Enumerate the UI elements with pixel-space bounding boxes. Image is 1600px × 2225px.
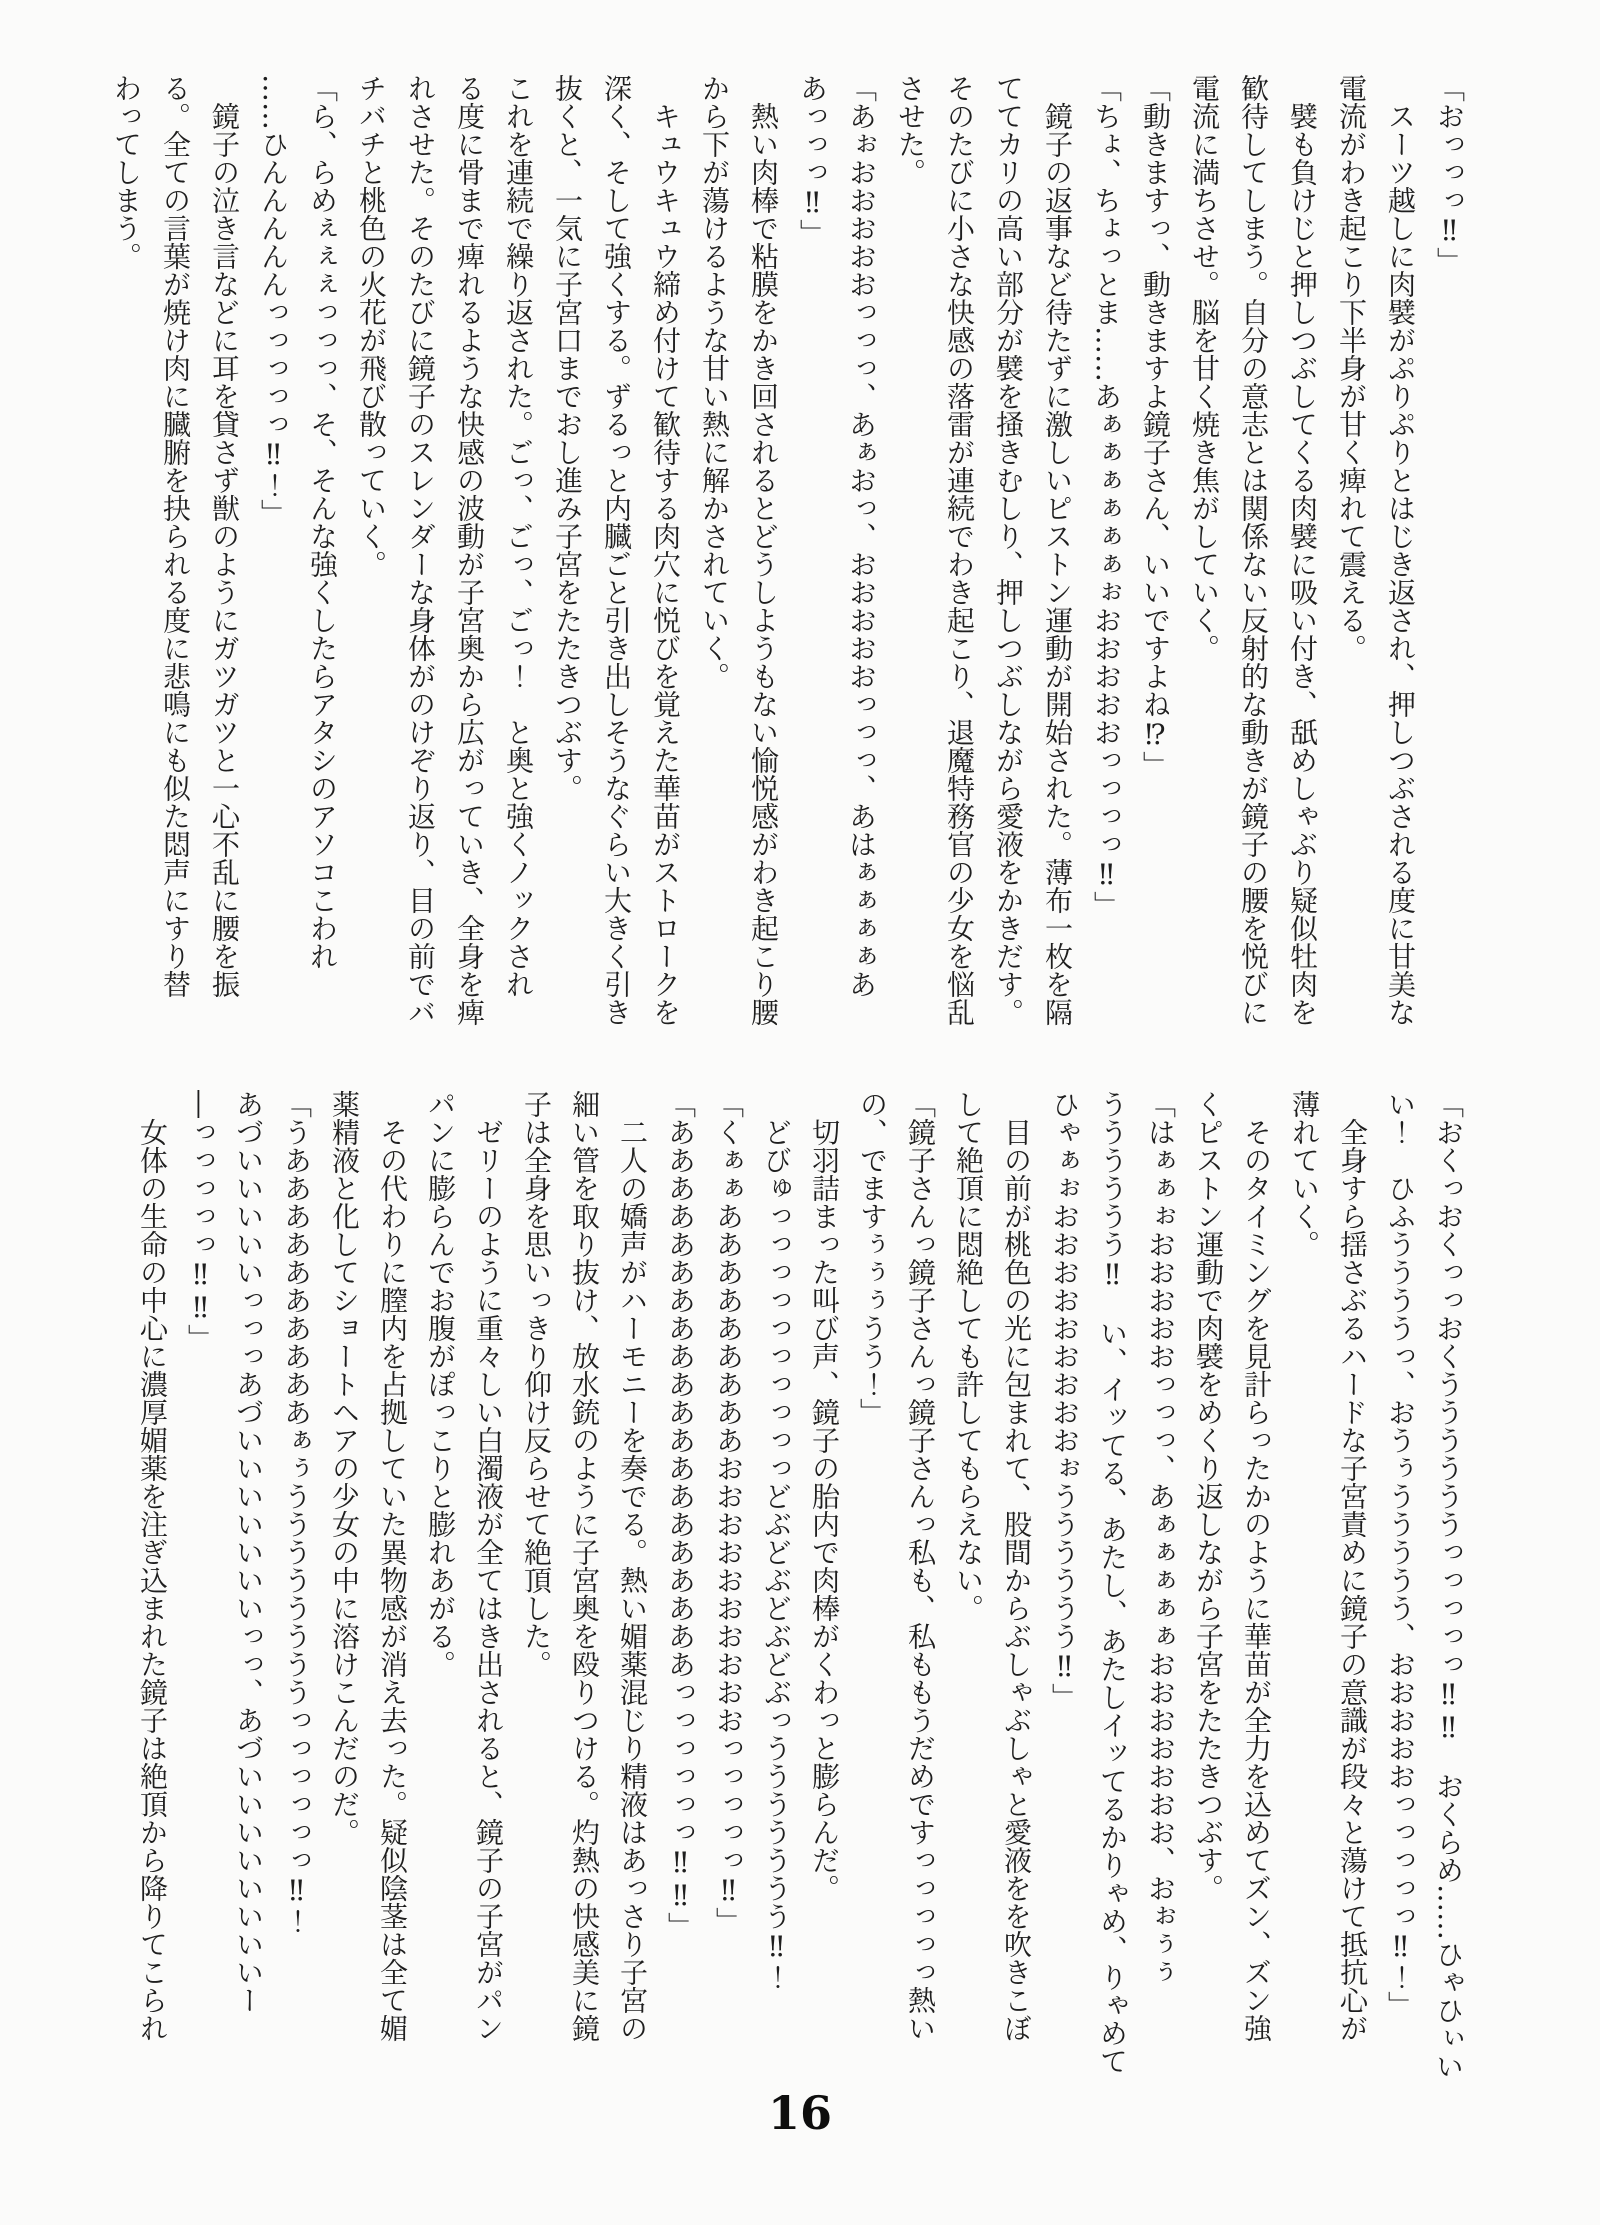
text-line: ゼリーのように重々しい白濁液が全てはき出されると、鏡子の子宮がパン — [472, 1090, 505, 2042]
text-line: 二人の嬌声がハーモニーを奏でる。熱い媚薬混じり精液はあっさり子宮の — [616, 1090, 649, 2042]
text-line: 歓待してしまう。自分の意志とは関係ない反射的な動きが鏡子の腰を悦びに — [1237, 74, 1270, 1026]
text-line: から下が蕩けるような甘い熱に解かされていく。 — [698, 74, 731, 690]
text-line: い！ ひふううううっ、おうぅううううう、おおおおおっっっっっ‼！」 — [1384, 1090, 1417, 2019]
text-block-bottom — [128, 1090, 1472, 2080]
text-line: 切羽詰まった叫び声、鏡子の胎内で肉棒がくわっと膨らんだ。 — [808, 1090, 841, 1902]
text-line: 「動きますっ、動きますよ鏡子さん、いいですよね⁉」 — [1139, 74, 1172, 779]
text-line: 熱い肉棒で粘膜をかき回されるとどうしようもない愉悦感がわき起こり腰 — [747, 74, 780, 1026]
text-line: わってしまう。 — [110, 74, 143, 270]
text-line: そのタイミングを見計らったかのように華苗が全力を込めてズン、ズン強 — [1240, 1090, 1273, 2042]
text-line: 「ああああああああああああああああああああっっっっっっ‼‼」 — [664, 1090, 697, 1940]
text-line: 抜くと、一気に子宮口までおし進み子宮をたたきつぶす。 — [551, 74, 584, 802]
text-line: 電流に満ちさせ。脳を甘く焼き焦がしていく。 — [1188, 74, 1221, 662]
text-line: る。全ての言葉が焼け肉に臓腑を抉られる度に悲鳴にも似た悶声にすり替 — [159, 74, 192, 998]
text-line: 「ら、らめぇぇぇっっっ、そ、そんな強くしたらアタシのアソコこわれ — [306, 74, 339, 970]
text-line: これを連続で繰り返された。ごっ、ごっ、ごっ！ と奥と強くノックされ — [502, 74, 535, 998]
text-line: 電流がわき起こり下半身が甘く痺れて震える。 — [1335, 74, 1368, 662]
text-line: あっっっ‼」 — [796, 74, 829, 247]
text-line: キュウキュウ締め付けて歓待する肉穴に悦びを覚えた華苗がストロークを — [649, 74, 682, 1026]
text-line: 薬精液と化してショートヘアの少女の中に溶けこんだのだ。 — [328, 1090, 361, 1846]
text-line: チバチと桃色の火花が飛び散っていく。 — [355, 74, 388, 578]
text-line: させた。 — [894, 74, 927, 186]
text-line: の、でますぅぅぅうう！」 — [856, 1090, 889, 1426]
text-line: あづいいいいいっっっあづいいいいいいいっっ、あづいいいいいいいいー — [232, 1090, 265, 2014]
text-line: その代わりに膣内を占拠していた異物感が消え去った。疑似陰茎は全て媚 — [376, 1090, 409, 2042]
text-line: 女体の生命の中心に濃厚媚薬を注ぎ込まれた鏡子は絶頂から降りてこられ — [136, 1090, 169, 2042]
text-line: そのたびに小さな快感の落雷が連続でわき起こり、退魔特務官の少女を悩乱 — [943, 74, 976, 1026]
page-number: 16 — [767, 2086, 832, 2140]
text-line: 深く、そして強くする。ずるっと内臓ごと引き出しそうなぐらい大きく引き — [600, 74, 633, 1026]
text-line: 「くぁぁあああああああああおおおおおおおおおおっっっっっ‼」 — [712, 1090, 745, 1935]
text-line: して絶頂に悶絶しても許してもらえない。 — [952, 1090, 985, 1622]
text-line: 「おっっっ‼」 — [1433, 74, 1466, 275]
text-line: 襞も負けじと押しつぶしてくる肉襞に吸い付き、舐めしゃぶり疑似牡肉を — [1286, 74, 1319, 1026]
text-line: 目の前が桃色の光に包まれて、股間からぶしゃぶしゃと愛液をを吹きこぼ — [1000, 1090, 1033, 2042]
text-line: 「あぉおおおおおっっっ、あぁおっ、おおおおおっっっ、あはぁぁぁぁあ — [845, 74, 878, 998]
text-line: る度に骨まで痺れるような快感の波動が子宮奥から広がっていき、全身を痺 — [453, 74, 486, 1026]
text-block-top — [102, 74, 1474, 1086]
text-line: れさせた。そのたびに鏡子のスレンダーな身体がのけぞり返り、目の前でバ — [404, 74, 437, 1026]
text-line: 「うああああああああああぁぅううううううううっっっっっっ‼！ — [280, 1090, 313, 1935]
text-line: 鏡子の泣き言などに耳を貸さず獣のようにガツガツと一心不乱に腰を振 — [208, 74, 241, 998]
text-line: 薄れていく。 — [1288, 1090, 1321, 1258]
text-line: どびゅっっっっっっっっっっどぶどぶどぶどぶっううううううう‼！ — [760, 1090, 793, 1991]
text-line: ひゃぁぉおおおおおおおおおぉうううううう‼」 — [1048, 1090, 1081, 1711]
text-line: くピストン運動で肉襞をめくり返しながら子宮をたたきつぶす。 — [1192, 1090, 1225, 1902]
text-line: ―っっっっっ‼‼」 — [184, 1090, 217, 1352]
text-line: 「ちょ、ちょっとま……あぁぁぁぁぁぁぉおおおおおっっっっ‼」 — [1090, 74, 1123, 919]
text-line: 全身すら揺さぶるハードな子宮責めに鏡子の意識が段々と蕩けて抵抗心が — [1336, 1090, 1369, 2042]
text-line: ててカリの高い部分が襞を掻きむしり、押しつぶしながら愛液をかきだす。 — [992, 74, 1025, 1026]
text-line: 鏡子の返事など待たずに激しいピストン運動が開始された。薄布一枚を隔 — [1041, 74, 1074, 1026]
text-line: パンに膨らんでお腹がぽっこりと膨れあがる。 — [424, 1090, 457, 1678]
text-line: ……ひんんんんんっっっっっ‼！」 — [257, 74, 290, 527]
text-line: スーツ越しに肉襞がぷりぷりとはじき返され、押しつぶされる度に甘美な — [1384, 74, 1417, 1026]
text-line: 子は全身を思いっきり仰け反らせて絶頂した。 — [520, 1090, 553, 1678]
text-line: 「はぁぁぉおおおおおっっっ、あぁぁぁぁぁおおおおおおお、おぉぅぅ — [1144, 1090, 1177, 1986]
text-line: 「鏡子さんっ鏡子さんっ鏡子さんっ私も、私ももうだめですっっっっっ熱い — [904, 1090, 937, 2042]
text-line: 細い管を取り抜け、放水銃のように子宮奥を殴りつける。灼熱の快感美に鏡 — [568, 1090, 601, 2042]
text-line: うううううう‼ い、イッてる、あたし、あたしイッてるかりゃめ、りゃめて — [1096, 1090, 1129, 2075]
text-line: 「おくっおくっっおくううううううっっっっっ‼‼ おくらめ……ひゃひぃい — [1432, 1090, 1465, 2080]
